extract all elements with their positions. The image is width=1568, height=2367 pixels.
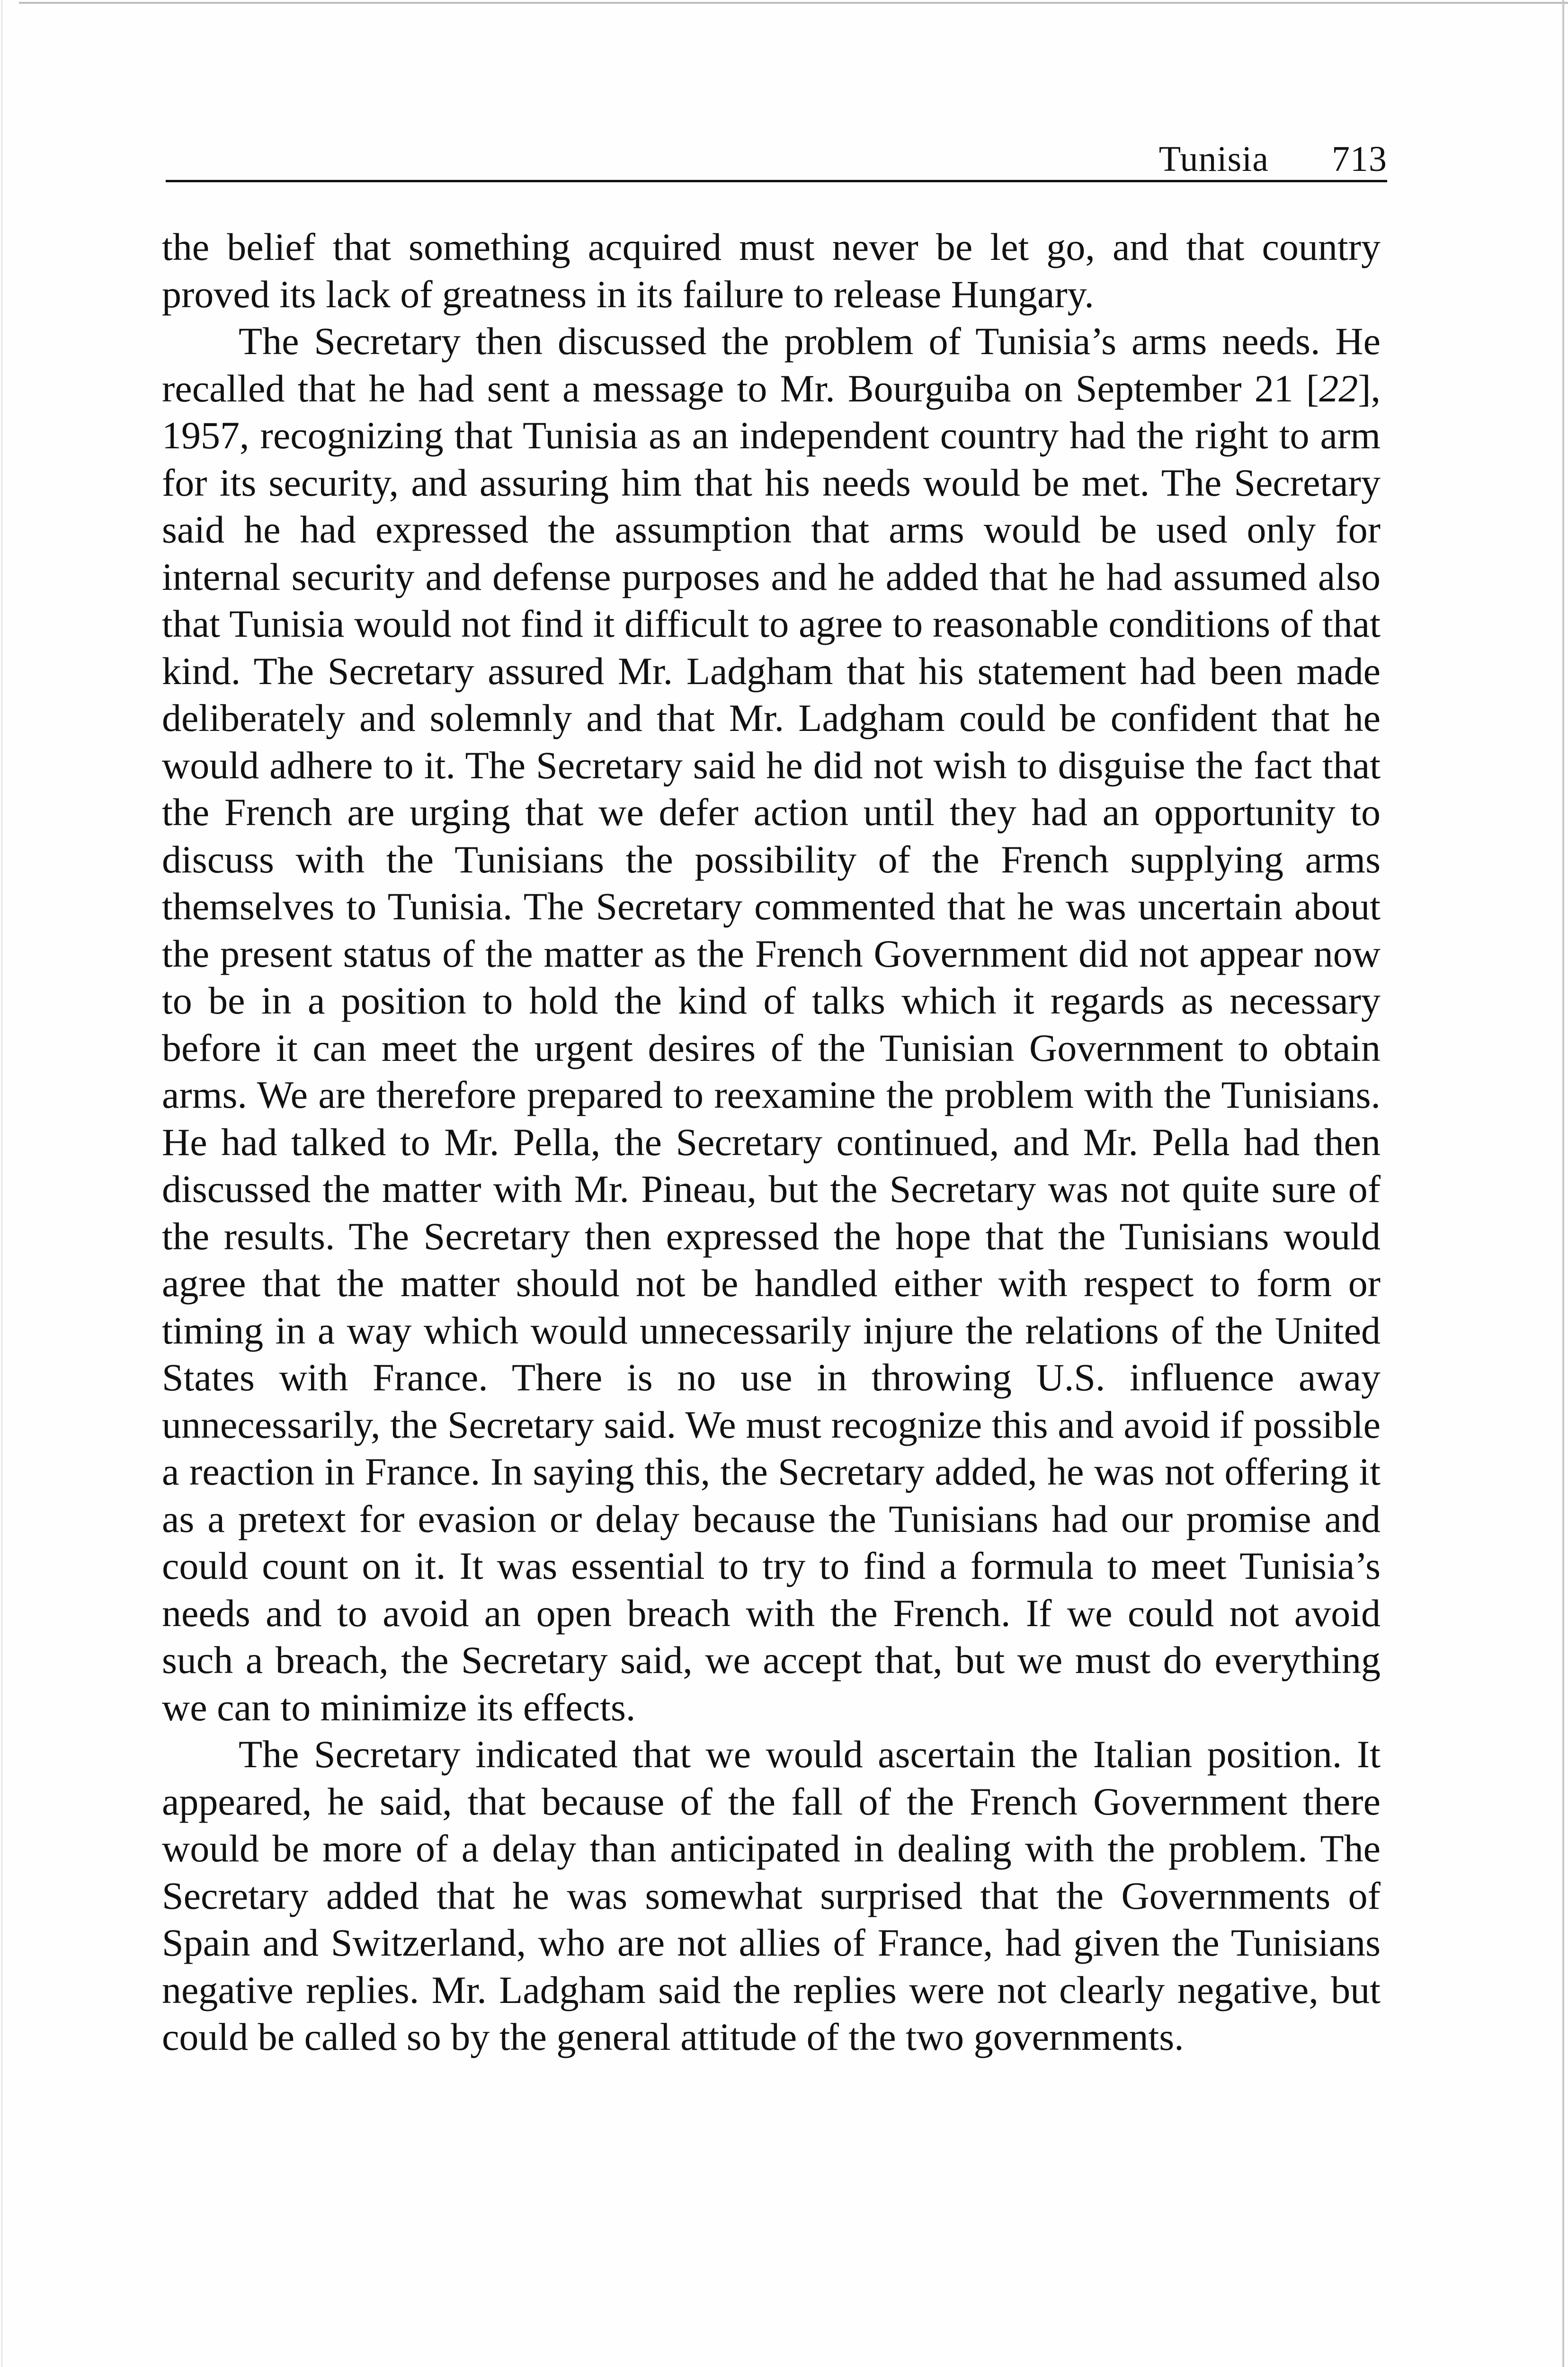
page-right-edge (1562, 0, 1564, 2367)
paragraph-2-italic-date: 22 (1319, 366, 1358, 410)
page-left-edge (1, 0, 3, 2367)
paragraph-3: The Secretary indicated that we would ascertain the Italian position. It appeared, he said, that because of the fall of the French Government there would be more of a delay than anticipated in dealing with the problem. The Secretary added that he was somewhat surprised that the Governments of Spain and Switzerland, who are not allies of France, had given the Tunisians negative replies. Mr. Ladgham said the replies were not clearly negative, but could be called so by the general attitude of the two governments. (162, 1733, 1381, 2058)
page-top-edge (19, 2, 1568, 4)
running-header (166, 135, 1387, 182)
page-number: 713 (1332, 139, 1387, 179)
paragraph-2-text-before: The Secretary then discussed the problem of Tunisia’s arms needs. He recalled that he had sent a message to Mr. Bourguiba on September 21 [ (162, 320, 1381, 410)
paragraph-1: the belief that something acquired must never be let go, and that country proved its lack of greatness in its failure to release Hungary. (162, 225, 1381, 316)
running-title: Tunisia (1158, 139, 1269, 179)
paragraph-2 (162, 318, 1381, 1731)
paragraph-2-text-after: ], 1957, recognizing that Tunisia as an independent country had the right to arm for its security, and assuring him that his needs would be met. The Secretary said he had expressed the assumption that arms would be used only for internal security and defense purposes and he added that he had assumed also that Tunisia would not find it difficult to agree to reasonable conditions of that kind. The Secretary assured Mr. Ladgham that his statement had been made deliberately and solemnly and that Mr. Ladgham could be confident that he would adhere to it. The Secretary said he did not wish to disguise the fact that the French are urging that we defer action until they had an opportunity to discuss with the Tunisians the possibility of the French supplying arms themselves to Tunisia. The Secretary commented that he was uncertain about the present status of the matter as the French Government did not appear now to be in a position to hold the kind of talks which it regards as necessary before it can meet the urgent desires of the Tunisian Government to obtain arms. We are therefore prepared to reexamine the problem with the Tunisians. He had talked to Mr. Pella, the Secretary continued, and Mr. Pella had then discussed the matter with Mr. Pineau, but the Secretary was not quite sure of the results. The Secretary then expressed the hope that the Tunisians would agree that the matter should not be handled either with respect to form or timing in a way which would unnecessarily injure the relations of the United States with France. There is no use in throwing U.S. influence away unnecessarily, the Secretary said. We must recognize this and avoid if possible a reaction in France. In saying this, the Secretary added, he was not offering it as a pretext for evasion or delay because the Tunisians had our promise and could count on it. It was essential to try to find a formula to meet Tunisia’s needs and to avoid an open breach with the French. If we could not avoid such a breach, the Secretary said, we accept that, but we must do everything we can to minimize its effects. (162, 366, 1381, 1729)
body-text (162, 223, 1381, 2061)
